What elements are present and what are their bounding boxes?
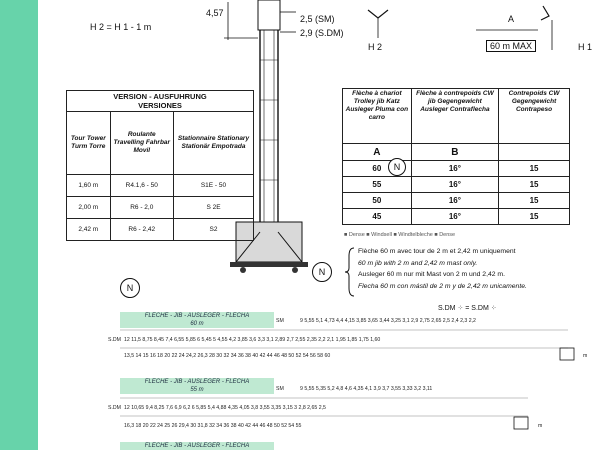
jib-letter-c bbox=[499, 144, 570, 161]
jib-cell: 15 bbox=[499, 177, 570, 193]
label-h1: H 1 bbox=[578, 42, 593, 52]
document-page bbox=[38, 0, 600, 450]
version-cell: 1,60 m bbox=[67, 175, 111, 197]
legend-text: ■ Dense ■ Windsell ■ Windtelbleche ■ Dense bbox=[344, 232, 456, 238]
jib-col-counterweight: Contrepoids CW Gegengewicht Contrapeso bbox=[499, 89, 570, 144]
version-cell: 2,00 m bbox=[67, 197, 111, 219]
load-chart-2-sdm-label: S.DM bbox=[108, 405, 121, 411]
load-chart-2-distances: 16,3 18 20 22 24 25 26 29,4 30 31,8 32 34 36 38 40 42 44 46 48 50 52 54 55 bbox=[124, 423, 302, 429]
load-chart-1-sdm-label: S.DM bbox=[108, 337, 121, 343]
jib-row-marker: N bbox=[388, 158, 406, 176]
jib-cell: 16° bbox=[411, 193, 498, 209]
version-cell: R6 - 2,42 bbox=[110, 219, 173, 241]
load-chart-1-sm-label: SM bbox=[276, 318, 284, 324]
dim-sm: 2,5 (SM) bbox=[300, 14, 335, 24]
version-cell: S1E - 50 bbox=[174, 175, 254, 197]
note-line-fr: Flèche 60 m avec tour de 2 m et 2,42 m uniquement bbox=[358, 248, 516, 255]
jib-letter-b: B bbox=[411, 144, 498, 161]
version-cell: R4.1,6 - 50 bbox=[110, 175, 173, 197]
jib-cell: 15 bbox=[499, 161, 570, 177]
load-chart-1-sdm-values: 12 11,5 8,75 8,45 7,4 6,55 5,85 6 5,45 5 4,55 4,2 3,85 3,6 3,3 3,1 2,89 2,7 2,55 2,35 2,2 2,1 1,95 1,85 1,75 1,60 bbox=[124, 337, 381, 343]
version-table bbox=[66, 90, 254, 241]
jib-cell: 16° bbox=[411, 209, 498, 225]
note-line-en: 60 m jib with 2 m and 2,42 m mast only. bbox=[358, 259, 478, 267]
left-color-band bbox=[0, 0, 38, 450]
jib-table bbox=[342, 88, 570, 225]
jib-cell: 16° bbox=[411, 177, 498, 193]
load-chart-1-header: FLECHE - JIB - AUSLEGER - FLECHA 60 m bbox=[120, 312, 274, 328]
jib-cell: 15 bbox=[499, 209, 570, 225]
load-chart-2-sm-label: SM bbox=[276, 386, 284, 392]
note-line-de: Ausleger 60 m nur mit Mast von 2 m und 2,42 m. bbox=[358, 271, 505, 278]
load-chart-1-distances: 13,5 14 15 16 18 20 22 24 24,2 26,3 28 30 32 34 36 38 40 42 44 46 48 50 52 54 56 58 60 bbox=[124, 353, 331, 359]
jib-letter-a: A bbox=[343, 144, 412, 161]
jib-cell: 50 bbox=[343, 193, 412, 209]
load-chart-2-sm-values: 9 5,55 5,35 5,2 4,8 4,6 4,35 4,1 3,9 3,7 3,55 3,33 3,2 3,11 bbox=[300, 386, 433, 392]
load-legend: S.DM ⁘ = S.DM ⁘ bbox=[438, 305, 497, 312]
load-chart-1-unit: m bbox=[583, 353, 588, 359]
label-a: A bbox=[508, 14, 515, 24]
jib-cell: 15 bbox=[499, 193, 570, 209]
version-cell: R6 - 2,0 bbox=[110, 197, 173, 219]
jib-cell: 60 bbox=[343, 161, 412, 177]
load-chart-2-unit: m bbox=[538, 423, 543, 429]
dim-457: 4,57 bbox=[206, 8, 224, 18]
version-cell: S2 bbox=[174, 219, 254, 241]
note-block bbox=[358, 246, 598, 292]
h2-formula: H 2 = H 1 - 1 m bbox=[90, 22, 152, 32]
version-cell: S 2E bbox=[174, 197, 254, 219]
version-table-title: VERSION - AUSFUHRUNG VERSIONES bbox=[67, 91, 254, 112]
version-cell: 2,42 m bbox=[67, 219, 111, 241]
load-chart-2-sdm-values: 12 10,65 9,4 8,25 7,6 6,9 6,2 6 5,85 5,4 4,88 4,35 4,05 3,8 3,55 3,35 3,15 3 2,8 2,65 2,5 bbox=[124, 405, 326, 411]
label-h2: H 2 bbox=[368, 42, 383, 52]
dim-sdm: 2,9 (S.DM) bbox=[300, 28, 344, 38]
note-marker: N bbox=[312, 262, 332, 282]
load-marker: N bbox=[120, 278, 140, 298]
note-line-es: Flecha 60 m con mástil de 2 m y de 2,42 m unicamente. bbox=[358, 282, 527, 290]
jib-cell: 16° bbox=[411, 161, 498, 177]
jib-cell: 55 bbox=[343, 177, 412, 193]
jib-col-cw-jib: Flèche à contrepoids CW jib Gegengewicht Ausleger Contraflecha bbox=[411, 89, 498, 144]
jib-col-trolley: Flèche à chariot Trolley jib Katz Ausleger Pluma con carro bbox=[343, 89, 412, 144]
load-chart-2-header: FLECHE - JIB - AUSLEGER - FLECHA 55 m bbox=[120, 378, 274, 394]
max-reach-box: 60 m MAX bbox=[486, 40, 536, 52]
load-chart-1-sm-values: 9 5,55 5,1 4,73 4,4 4,15 3,85 3,65 3,44 3,25 3,1 2,9 2,75 2,65 2,5 2,4 2,3 2,2 bbox=[300, 318, 476, 324]
jib-cell: 45 bbox=[343, 209, 412, 225]
version-col-tower: Tour Tower Turm Torre bbox=[67, 112, 111, 175]
version-col-travelling: Roulante Travelling Fahrbar Movil bbox=[110, 112, 173, 175]
load-chart-3-header: FLECHE - JIB - AUSLEGER - FLECHA bbox=[120, 442, 274, 450]
version-col-stationary: Stationnaire Stationary Stationär Empotrada bbox=[174, 112, 254, 175]
